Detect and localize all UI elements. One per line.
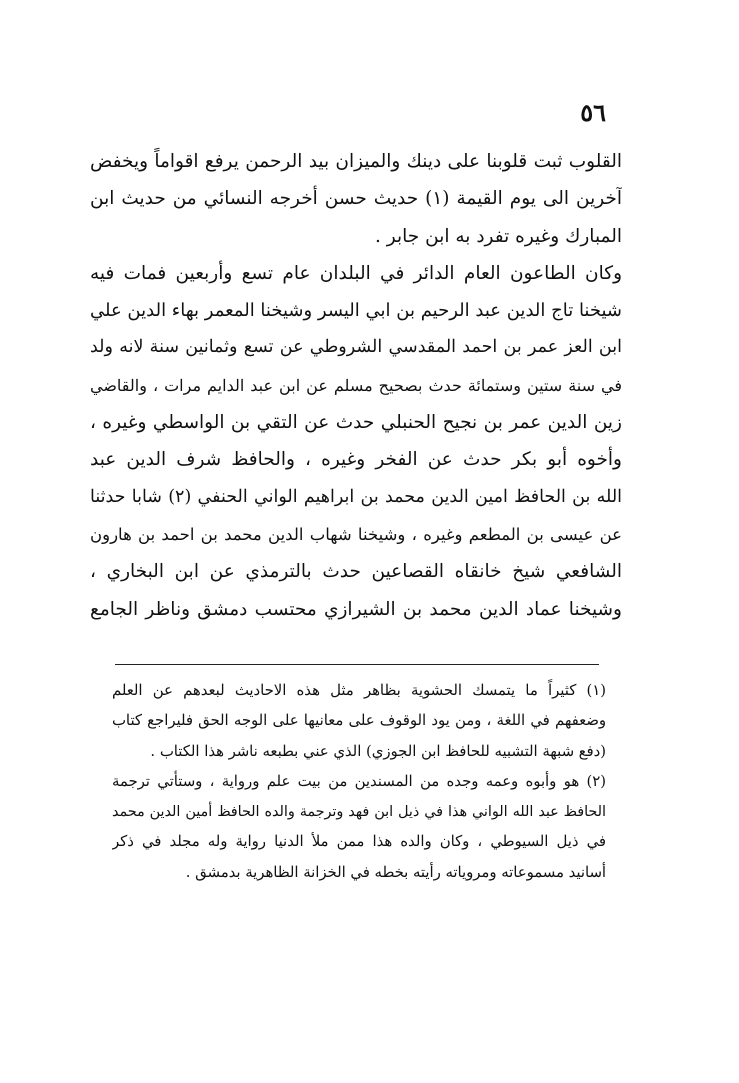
- footnote-line: أسانيد مسموعاته ومروياته رأيته بخطه في الخزانة الظاهرية بدمشق .: [185, 863, 606, 881]
- main-text: [90, 143, 622, 628]
- text-line: المبارك وغيره تفرد به ابن جابر .: [375, 225, 622, 247]
- footnote-line: الحافظ عبد الله الواني هذا في ذيل ابن فهد وترجمة والده الحافظ أمين الدين محمد: [112, 804, 606, 821]
- text-line: وكان الطاعون العام الدائر في البلدان عام تسع وأربعين فمات فيه: [90, 262, 622, 284]
- text-line: شيخنا تاج الدين عبد الرحيم بن ابي اليسر وشيخنا المعمر بهاء الدين علي: [90, 300, 622, 322]
- text-line: وأخوه أبو بكر حدث عن الفخر وغيره ، والحافظ شرف الدين عبد: [90, 449, 622, 471]
- footnote-divider: [115, 664, 599, 665]
- text-line: آخرين الى يوم القيمة (١) حديث حسن أخرجه النسائي من حديث ابن: [90, 188, 622, 210]
- footnote-line: وضعفهم في اللغة ، ومن يود الوقوف على معانيها على الوجه الحق فليراجع كتاب: [112, 712, 606, 730]
- text-line: في سنة ستين وستمائة حدث بصحيح مسلم عن ابن عبد الدايم مرات ، والقاضي: [90, 375, 622, 395]
- page-number: ٥٦: [580, 98, 606, 127]
- footnote-line: (١) كثيراً ما يتمسك الحشوية بظاهر مثل هذه الاحاديث لبعدهم عن العلم: [112, 682, 606, 699]
- text-line: عن عيسى بن المطعم وغيره ، وشيخنا شهاب الدين محمد بن احمد بن هارون: [90, 524, 622, 544]
- text-line: وشيخنا عماد الدين محمد بن الشيرازي محتسب دمشق وناظر الجامع: [90, 598, 622, 620]
- text-line: الله بن الحافظ امين الدين محمد بن ابراهيم الواني الحنفي (٢) شابا حدثنا: [90, 486, 622, 507]
- text-line: ابن العز عمر بن احمد المقدسي الشروطي عن تسع وثمانين سنة لانه ولد: [90, 337, 622, 358]
- footnote-line: في ذيل السيوطي ، وكان والده هذا ممن ملأ الدنيا رواية وله مجلد في ذكر: [112, 833, 606, 851]
- text-line: الشافعي شيخ خانقاه القصاعين حدث بالترمذي عن ابن البخاري ،: [90, 561, 622, 583]
- footnotes: [112, 676, 606, 888]
- footnote-line: (دفع شبهة التشبيه للحافظ ابن الجوزي) الذي عني بطبعه ناشر هذا الكتاب .: [150, 742, 606, 760]
- text-line: القلوب ثبت قلوبنا على دينك والميزان بيد الرحمن يرفع اقواماً ويخفض: [90, 151, 622, 172]
- footnote-line: (٢) هو وأبوه وعمه وجده من المسندين من بيت علم ورواية ، وستأتي ترجمة: [112, 772, 606, 790]
- text-line: زين الدين عمر بن نجيح الحنبلي حدث عن التقي بن الواسطي وغيره ،: [90, 412, 622, 434]
